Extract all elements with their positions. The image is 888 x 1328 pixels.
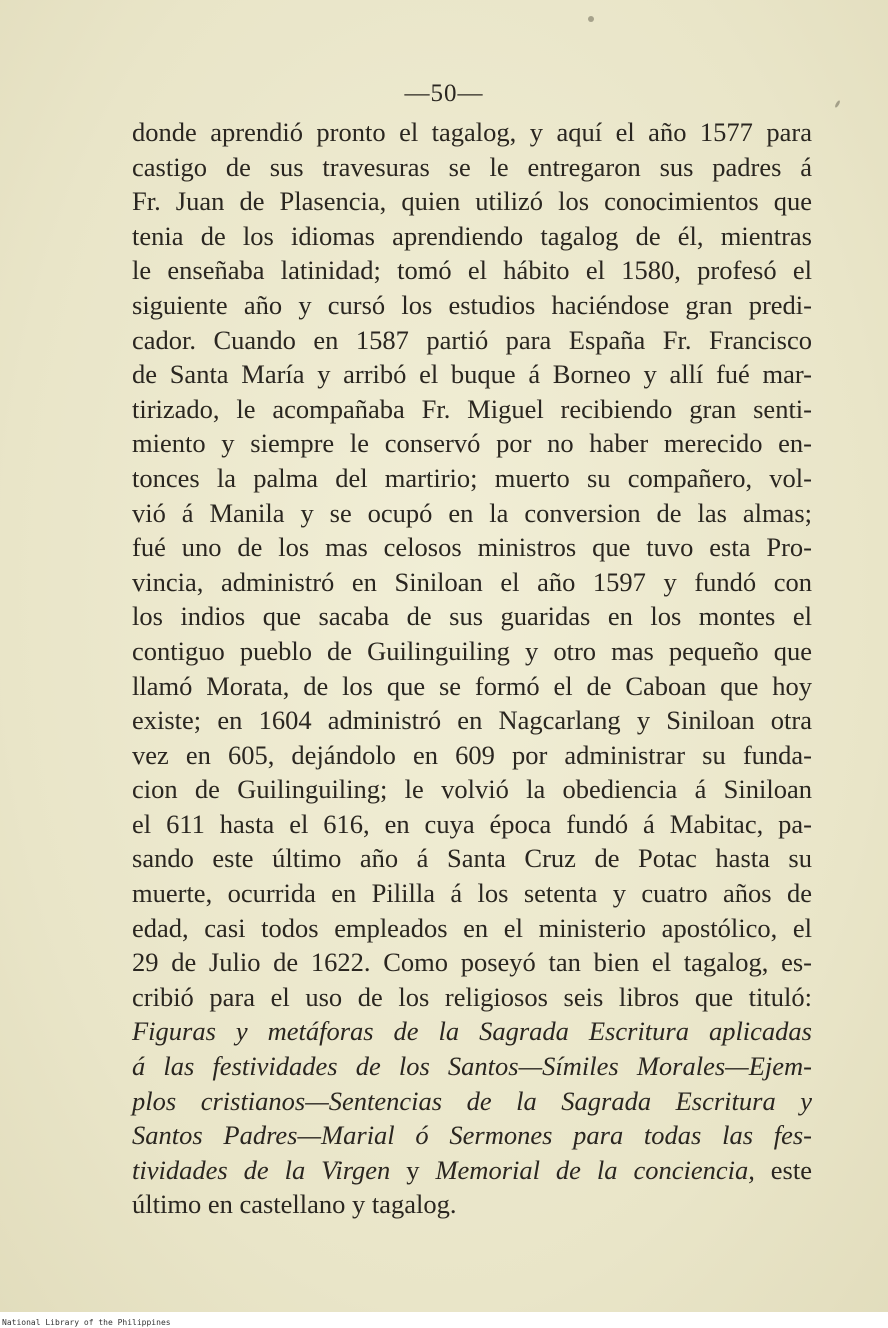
text-line: vió á Manila y se ocupó en la conversion de las almas;	[132, 497, 812, 528]
text-line: plos cristianos—Sentencias de la Sagrada Escritura y	[132, 1085, 812, 1116]
text-line: tirizado, le acompañaba Fr. Miguel recibiendo gran senti-	[132, 393, 812, 424]
text-line: de Santa María y arribó el buque á Borneo y allí fué mar-	[132, 359, 812, 390]
text-line: cador. Cuando en 1587 partió para España Fr. Francisco	[132, 324, 812, 355]
text-line: sando este último año á Santa Cruz de Potac hasta su	[132, 843, 812, 874]
text-line: donde aprendió pronto el tagalog, y aquí el año 1577 para	[132, 117, 812, 147]
text-line: miento y siempre le conservó por no haber merecido en-	[132, 428, 812, 459]
text-line: último en castellano y tagalog.	[132, 1189, 457, 1220]
text-line: tonces la palma del martirio; muerto su compañero, vol-	[132, 462, 812, 493]
text-line: fué uno de los mas celosos ministros que tuvo esta Pro-	[132, 532, 812, 563]
text-line: castigo de sus travesuras se le entregaron sus padres á	[132, 151, 812, 182]
text-line: Figuras y metáforas de la Sagrada Escritura aplicadas	[132, 1016, 812, 1047]
text-fragment: y	[390, 1154, 436, 1185]
text-line: Fr. Juan de Plasencia, quien utilizó los conocimientos que	[132, 186, 812, 217]
text-line: á las festividades de los Santos—Símiles Morales—Ejem-	[132, 1051, 812, 1082]
text-line: 29 de Julio de 1622. Como poseyó tan bien el tagalog, es-	[132, 947, 812, 978]
text-line	[132, 1153, 812, 1188]
body-text	[132, 115, 812, 1222]
text-line: tenia de los idiomas aprendiendo tagalog de él, mientras	[132, 220, 812, 251]
text-line: vez en 605, dejándolo en 609 por administrar su funda-	[132, 739, 812, 770]
text-fragment: tividades de la Virgen	[132, 1154, 391, 1185]
text-line: Santos Padres—Marial ó Sermones para todas las fes-	[132, 1120, 812, 1151]
text-line: los indios que sacaba de sus guaridas en los montes el	[132, 601, 812, 632]
ink-speck	[588, 16, 594, 22]
text-line: vincia, administró en Siniloan el año 1597 y fundó con	[132, 566, 812, 597]
library-footer: National Library of the Philippines	[0, 1312, 888, 1328]
text-fragment: Memorial de la conciencia,	[435, 1154, 755, 1185]
text-fragment: este	[754, 1154, 812, 1185]
text-line: le enseñaba latinidad; tomó el hábito el 1580, profesó el	[132, 255, 812, 286]
page-number: —50—	[404, 80, 484, 107]
text-line: cribió para el uso de los religiosos seis libros que tituló:	[132, 981, 812, 1012]
text-line: contiguo pueblo de Guilinguiling y otro mas pequeño que	[132, 635, 812, 666]
text-line: siguiente año y cursó los estudios haciéndose gran predi-	[132, 289, 812, 320]
text-line: llamó Morata, de los que se formó el de Caboan que hoy	[132, 670, 812, 701]
text-line: el 611 hasta el 616, en cuya época fundó á Mabitac, pa-	[132, 808, 812, 839]
text-line: cion de Guilinguiling; le volvió la obediencia á Siniloan	[132, 774, 812, 805]
text-line: existe; en 1604 administró en Nagcarlang y Siniloan otra	[132, 705, 812, 736]
text-line: muerte, ocurrida en Pililla á los setenta y cuatro años de	[132, 878, 812, 909]
text-line: edad, casi todos empleados en el ministerio apostólico, el	[132, 912, 812, 943]
